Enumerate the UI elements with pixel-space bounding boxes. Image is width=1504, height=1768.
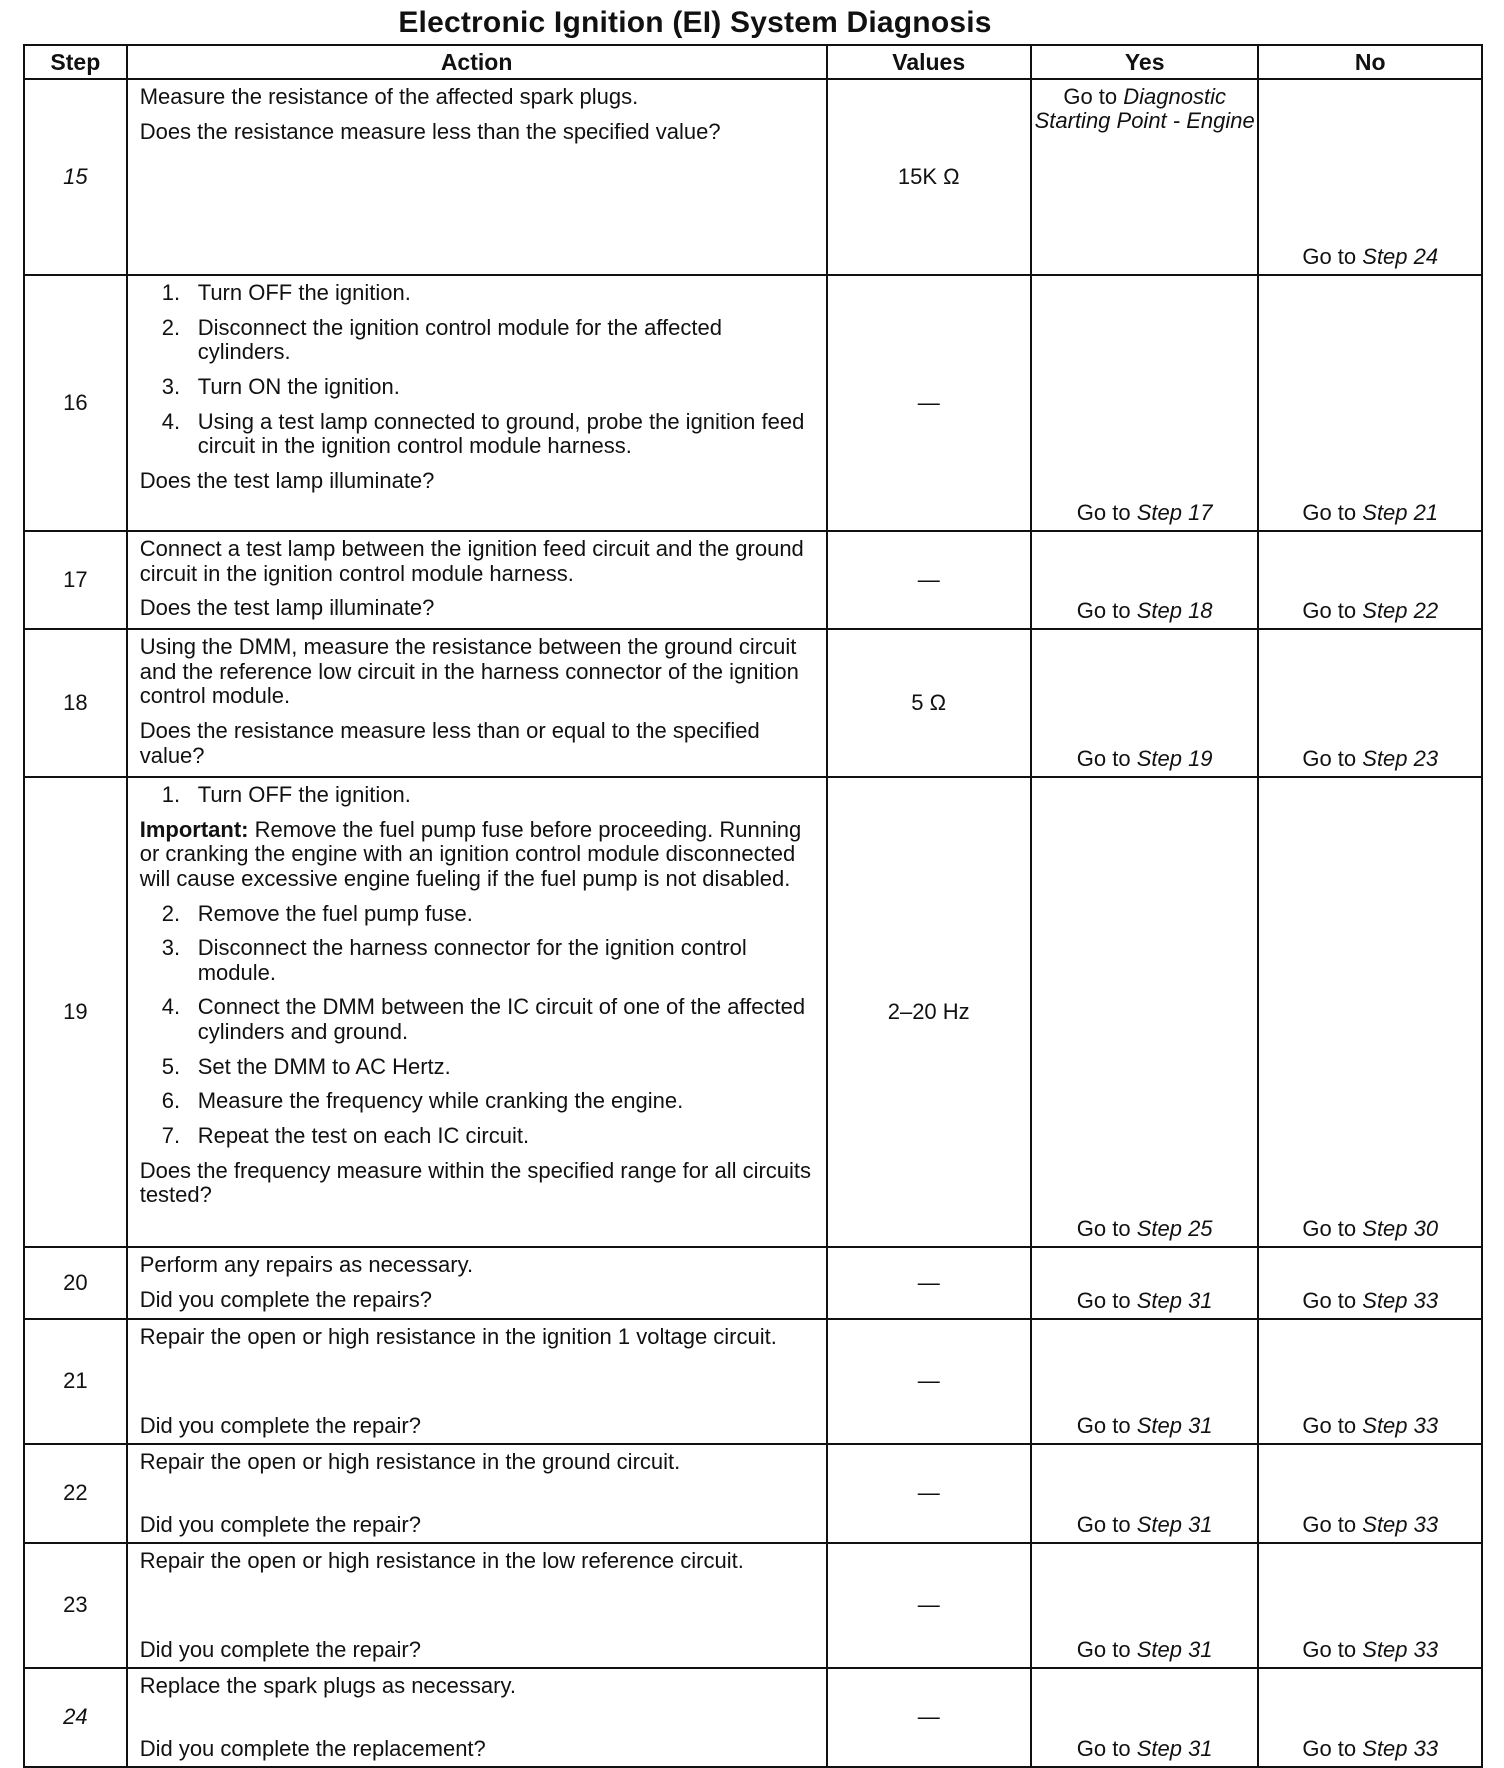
action-question: Did you complete the repair? bbox=[139, 1637, 421, 1663]
table-row bbox=[24, 531, 1482, 629]
action-cell bbox=[127, 531, 827, 629]
action-text: Perform any repairs as necessary. bbox=[139, 1252, 474, 1277]
list-item: 2. Remove the fuel pump fuse. bbox=[161, 900, 473, 926]
yes-ref[interactable]: Go to Step 17 bbox=[1076, 500, 1213, 526]
yes-ref[interactable]: Go to Step 31 bbox=[1076, 1413, 1213, 1439]
action-question: Did you complete the repair? bbox=[139, 1413, 421, 1439]
yes-cell bbox=[1031, 629, 1259, 777]
table-row bbox=[24, 1247, 1482, 1319]
header-values: Values bbox=[827, 45, 1031, 79]
list-item: 4. Connect the DMM between the IC circuit of one of the affected cylinders and ground. bbox=[161, 994, 806, 1044]
value-cell: — bbox=[827, 531, 1031, 629]
yes-ref[interactable]: Go to Step 25 bbox=[1076, 1216, 1213, 1242]
value-cell: — bbox=[827, 275, 1031, 531]
yes-ref[interactable]: Go to Step 31 bbox=[1076, 1288, 1213, 1314]
no-cell bbox=[1258, 1319, 1482, 1444]
yes-cell bbox=[1031, 1444, 1259, 1543]
no-ref[interactable]: Go to Step 33 bbox=[1302, 1288, 1439, 1314]
list-item: 2. Disconnect the ignition control module for the affected cylinders. bbox=[161, 314, 722, 365]
no-ref[interactable]: Go to Step 23 bbox=[1302, 746, 1439, 772]
no-ref[interactable]: Go to Step 33 bbox=[1302, 1512, 1439, 1538]
action-text: Replace the spark plugs as necessary. bbox=[139, 1673, 516, 1698]
table-row bbox=[24, 1668, 1482, 1767]
step-number: 22 bbox=[24, 1444, 127, 1543]
table-row bbox=[24, 777, 1482, 1247]
action-cell bbox=[127, 1444, 827, 1543]
list-item: 1. Turn OFF the ignition. bbox=[161, 280, 411, 305]
step-number: 20 bbox=[24, 1247, 127, 1319]
header-step: Step bbox=[24, 45, 127, 79]
no-ref[interactable]: Go to Step 30 bbox=[1302, 1216, 1439, 1242]
value-cell: — bbox=[827, 1444, 1031, 1543]
yes-cell bbox=[1031, 1668, 1259, 1767]
step-number: 17 bbox=[24, 531, 127, 629]
list-item: 4. Using a test lamp connected to ground, probe the ignition feed circuit in the ignition control module harness. bbox=[161, 408, 805, 459]
important-note: Important: Remove the fuel pump fuse before proceeding. Running or cranking the engine with an ignition control module disconnected will cause excessive engine fueling if the fuel pump is not disabled. bbox=[139, 816, 802, 891]
step-number: 21 bbox=[24, 1319, 127, 1444]
no-cell bbox=[1258, 275, 1482, 531]
no-ref[interactable]: Go to Step 21 bbox=[1302, 500, 1439, 526]
table-row bbox=[24, 1319, 1482, 1444]
header-yes: Yes bbox=[1031, 45, 1259, 79]
list-item: 7. Repeat the test on each IC circuit. bbox=[161, 1122, 530, 1148]
step-number: 19 bbox=[24, 777, 127, 1247]
yes-ref[interactable]: Go to Step 31 bbox=[1076, 1736, 1213, 1762]
step-number: 24 bbox=[24, 1668, 127, 1767]
action-question: Did you complete the repairs? bbox=[139, 1286, 432, 1312]
action-question: Does the frequency measure within the specified range for all circuits tested? bbox=[139, 1157, 812, 1208]
value-cell: — bbox=[827, 1543, 1031, 1668]
action-question: Did you complete the repair? bbox=[139, 1512, 421, 1538]
step-number: 23 bbox=[24, 1543, 127, 1668]
table-row bbox=[24, 79, 1482, 275]
yes-ref[interactable]: Go to Step 18 bbox=[1076, 598, 1213, 624]
yes-cell bbox=[1031, 531, 1259, 629]
yes-ref[interactable]: Go to Diagnostic Starting Point - Engine bbox=[1034, 84, 1255, 134]
action-cell bbox=[127, 275, 827, 531]
table-row bbox=[24, 275, 1482, 531]
no-cell bbox=[1258, 531, 1482, 629]
action-cell bbox=[127, 1543, 827, 1668]
list-item: 1. Turn OFF the ignition. bbox=[161, 782, 411, 807]
header-no: No bbox=[1258, 45, 1482, 79]
action-question: Does the resistance measure less than the specified value? bbox=[139, 118, 721, 144]
action-cell bbox=[127, 1319, 827, 1444]
yes-cell bbox=[1031, 1247, 1259, 1319]
list-item: 5. Set the DMM to AC Hertz. bbox=[161, 1053, 451, 1079]
step-number: 16 bbox=[24, 275, 127, 531]
list-item: 3. Turn ON the ignition. bbox=[161, 373, 400, 399]
action-question: Did you complete the replacement? bbox=[139, 1736, 486, 1762]
yes-ref[interactable]: Go to Step 31 bbox=[1076, 1637, 1213, 1663]
list-item: 6. Measure the frequency while cranking the engine. bbox=[161, 1088, 684, 1114]
action-text: Repair the open or high resistance in the low reference circuit. bbox=[139, 1548, 744, 1573]
value-cell: 5 Ω bbox=[827, 629, 1031, 777]
no-ref[interactable]: Go to Step 24 bbox=[1302, 244, 1439, 270]
value-cell: — bbox=[827, 1247, 1031, 1319]
no-cell bbox=[1258, 629, 1482, 777]
action-text: Repair the open or high resistance in the ground circuit. bbox=[139, 1449, 681, 1474]
yes-cell bbox=[1031, 1319, 1259, 1444]
action-question: Does the test lamp illuminate? bbox=[139, 595, 435, 621]
value-cell: — bbox=[827, 1668, 1031, 1767]
table-row bbox=[24, 629, 1482, 777]
no-cell bbox=[1258, 1543, 1482, 1668]
value-cell: 15K Ω bbox=[827, 79, 1031, 275]
action-text: Using the DMM, measure the resistance between the ground circuit and the reference low circuit in the harness connector of the ignition control module. bbox=[139, 634, 799, 709]
no-ref[interactable]: Go to Step 22 bbox=[1302, 598, 1439, 624]
no-cell bbox=[1258, 79, 1482, 275]
no-ref[interactable]: Go to Step 33 bbox=[1302, 1413, 1439, 1439]
no-ref[interactable]: Go to Step 33 bbox=[1302, 1637, 1439, 1663]
yes-cell bbox=[1031, 1543, 1259, 1668]
value-cell: 2–20 Hz bbox=[827, 777, 1031, 1247]
header-action: Action bbox=[127, 45, 827, 79]
no-cell bbox=[1258, 1444, 1482, 1543]
yes-ref[interactable]: Go to Step 19 bbox=[1076, 746, 1213, 772]
action-cell bbox=[127, 629, 827, 777]
action-question: Does the resistance measure less than or equal to the specified value? bbox=[139, 717, 760, 768]
action-cell bbox=[127, 1668, 827, 1767]
no-ref[interactable]: Go to Step 33 bbox=[1302, 1736, 1439, 1762]
action-question: Does the test lamp illuminate? bbox=[139, 467, 435, 493]
action-cell bbox=[127, 1247, 827, 1319]
table-row bbox=[24, 1543, 1482, 1668]
step-number: 18 bbox=[24, 629, 127, 777]
table-row bbox=[24, 1444, 1482, 1543]
yes-cell bbox=[1031, 777, 1259, 1247]
diagnosis-table bbox=[23, 44, 1483, 1768]
page-title: Electronic Ignition (EI) System Diagnosis bbox=[398, 6, 992, 39]
action-text: Measure the resistance of the affected spark plugs. bbox=[139, 84, 639, 109]
value-cell: — bbox=[827, 1319, 1031, 1444]
no-cell bbox=[1258, 777, 1482, 1247]
yes-cell bbox=[1031, 79, 1259, 275]
yes-ref[interactable]: Go to Step 31 bbox=[1076, 1512, 1213, 1538]
action-text: Repair the open or high resistance in the ignition 1 voltage circuit. bbox=[139, 1324, 777, 1349]
yes-cell bbox=[1031, 275, 1259, 531]
action-text: Connect a test lamp between the ignition feed circuit and the ground circuit in the ignition control module harness. bbox=[139, 536, 804, 586]
no-cell bbox=[1258, 1668, 1482, 1767]
step-number: 15 bbox=[24, 79, 127, 275]
action-cell bbox=[127, 777, 827, 1247]
header-row bbox=[24, 45, 1482, 79]
list-item: 3. Disconnect the harness connector for the ignition control module. bbox=[161, 935, 747, 985]
action-cell bbox=[127, 79, 827, 275]
no-cell bbox=[1258, 1247, 1482, 1319]
